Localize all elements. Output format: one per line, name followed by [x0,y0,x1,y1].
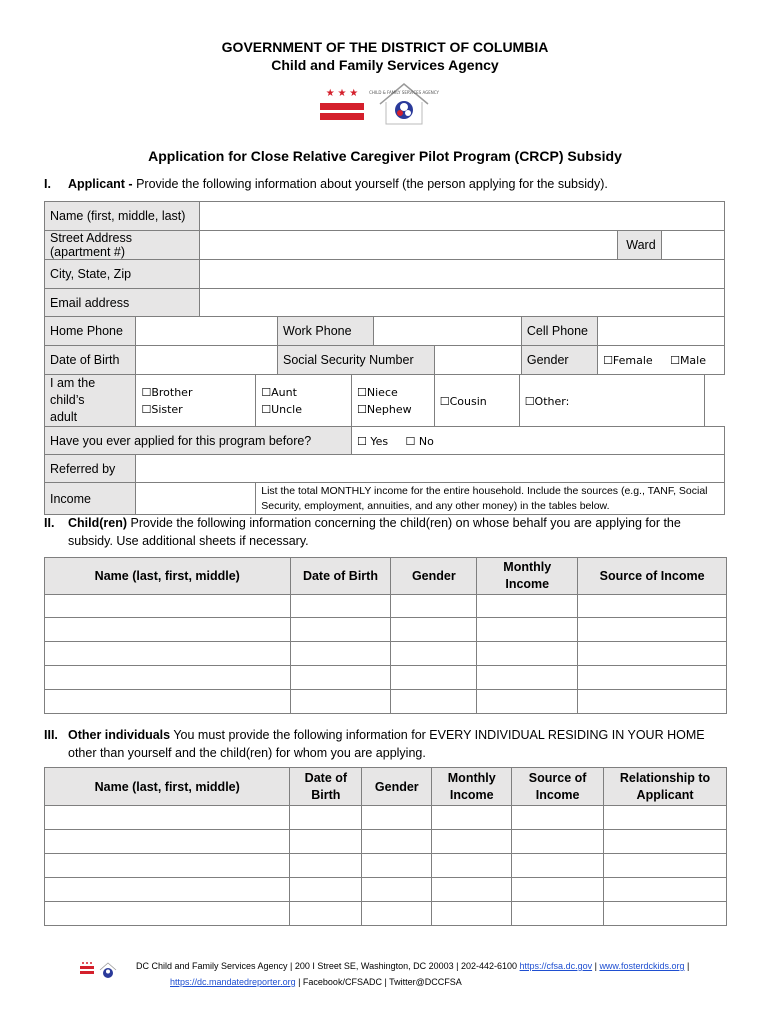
table-cell[interactable] [45,902,290,926]
niece-checkbox[interactable]: ☐Niece [357,385,398,399]
ssn-field[interactable] [434,346,521,375]
table-cell[interactable] [477,666,578,690]
table-cell[interactable] [432,830,512,854]
table-cell[interactable] [290,690,391,714]
table-cell[interactable] [604,806,727,830]
other-checkbox[interactable]: ☐Other: [524,394,570,408]
flag-stars: ★ ★ ★ [325,88,359,99]
table-cell[interactable] [290,595,391,618]
gender-label: Gender [521,346,597,375]
work-phone-label: Work Phone [278,317,374,346]
relation-col-4 [434,375,519,427]
footer-flag-icon [80,962,94,974]
relation-col-2 [256,375,352,427]
work-phone-field[interactable] [373,317,521,346]
uncle-checkbox[interactable]: ☐Uncle [261,402,302,416]
government-name: GOVERNMENT OF THE DISTRICT OF COLUMBIA [221,39,549,55]
col-header: Source of Income [512,768,604,806]
footer-line-2: https://dc.mandatedreporter.org | Facebook/CFSADC | Twitter@DCCFSA [170,977,462,987]
table-cell[interactable] [45,595,291,618]
children-table [44,557,727,714]
table-row [45,618,727,642]
table-cell[interactable] [578,666,727,690]
aunt-checkbox[interactable]: ☐Aunt [261,385,297,399]
yes-checkbox[interactable]: ☐ Yes [357,434,389,448]
table-cell[interactable] [391,642,477,666]
income-note: List the total MONTHLY income for the entire household. Include the sources (e.g., TANF, Social Security, employment, annuities, and any other money) in the tables below. [256,483,725,515]
street-label: Street Address (apartment #) [45,231,200,260]
relation-col-5 [519,375,705,427]
home-phone-field[interactable] [136,317,278,346]
table-cell[interactable] [578,642,727,666]
female-checkbox[interactable]: ☐Female [603,354,653,367]
table-cell[interactable] [578,618,727,642]
table-cell[interactable] [45,806,290,830]
section-3-heading: III. Other individuals You must provide the following information for EVERY INDIVIDUAL RESIDING IN YOUR HOME other than yourself and the child(ren) for whom you are applying. [44,728,705,760]
name-field[interactable] [199,202,724,231]
table-cell[interactable] [290,902,362,926]
ward-field[interactable] [661,231,724,260]
table-cell[interactable] [362,830,432,854]
table-cell[interactable] [362,854,432,878]
table-row [45,595,727,618]
header-logos [320,80,450,130]
relation-label: I am the child’s adult [45,375,136,427]
table-cell[interactable] [362,806,432,830]
referred-field[interactable] [136,455,725,483]
agency-header [0,38,770,74]
table-cell[interactable] [432,878,512,902]
brother-checkbox[interactable]: ☐Brother [141,385,193,399]
city-label: City, State, Zip [45,260,200,289]
dob-label: Date of Birth [45,346,136,375]
table-cell[interactable] [432,902,512,926]
table-row [45,902,727,926]
col-header: Monthly Income [432,768,512,806]
section-1-heading: I. Applicant - Provide the following information about yourself (the person applying for the subsidy). [44,177,608,191]
email-label: Email address [45,289,200,317]
relation-col-1 [136,375,256,427]
table-cell[interactable] [391,618,477,642]
table-row [45,806,727,830]
table-cell[interactable] [290,854,362,878]
table-cell[interactable] [512,806,604,830]
table-cell[interactable] [362,902,432,926]
table-cell[interactable] [290,830,362,854]
city-field[interactable] [199,260,724,289]
col-header: Source of Income [578,558,727,595]
applied-before-label: Have you ever applied for this program before? [45,427,352,455]
cfsa-link[interactable]: https://cfsa.dc.gov [519,961,593,971]
table-cell[interactable] [512,902,604,926]
col-header: Date of Birth [290,558,391,595]
cfsa-seal-logo [369,80,439,128]
table-cell[interactable] [477,618,578,642]
table-row [45,878,727,902]
table-cell[interactable] [432,806,512,830]
col-header: Monthly Income [477,558,578,595]
cell-phone-field[interactable] [598,317,725,346]
income-field[interactable] [136,483,256,515]
others-table [44,767,727,926]
table-cell[interactable] [604,830,727,854]
dc-flag-logo [320,88,364,124]
table-row [45,642,727,666]
no-checkbox[interactable]: ☐ No [405,434,434,448]
table-cell[interactable] [512,854,604,878]
agency-name: Child and Family Services Agency [271,57,499,73]
mandated-reporter-link[interactable]: https://dc.mandatedreporter.org [170,977,296,987]
table-row [45,690,727,714]
col-header: Name (last, first, middle) [45,558,291,595]
col-header: Name (last, first, middle) [45,768,290,806]
home-phone-label: Home Phone [45,317,136,346]
table-cell[interactable] [290,618,391,642]
table-cell[interactable] [45,878,290,902]
table-cell[interactable] [45,642,291,666]
street-field[interactable] [199,231,617,260]
table-cell[interactable] [604,854,727,878]
table-cell[interactable] [45,854,290,878]
table-cell[interactable] [477,690,578,714]
table-cell[interactable] [604,878,727,902]
col-header: Gender [362,768,432,806]
table-cell[interactable] [604,902,727,926]
table-row [45,666,727,690]
applicant-table [44,201,725,515]
table-cell[interactable] [45,666,291,690]
ward-label: Ward [617,231,661,260]
table-cell[interactable] [391,666,477,690]
table-cell[interactable] [512,830,604,854]
name-label: Name (first, middle, last) [45,202,200,231]
sister-checkbox[interactable]: ☐Sister [141,402,183,416]
table-cell[interactable] [432,854,512,878]
ssn-label: Social Security Number [278,346,435,375]
children-table-header [45,558,727,595]
relation-col-3 [352,375,435,427]
applied-before-options [352,427,725,455]
table-cell[interactable] [362,878,432,902]
form-title: Application for Close Relative Caregiver Pilot Program (CRCP) Subsidy [148,148,622,164]
table-cell[interactable] [290,806,362,830]
table-cell[interactable] [477,642,578,666]
table-cell[interactable] [290,666,391,690]
table-cell[interactable] [391,595,477,618]
seal-text: CHILD & FAMILY SERVICES AGENCY [369,90,439,95]
table-cell[interactable] [512,878,604,902]
gender-options [598,346,725,375]
male-checkbox[interactable]: ☐Male [670,354,706,367]
table-cell[interactable] [45,830,290,854]
table-cell[interactable] [290,878,362,902]
dob-field[interactable] [136,346,278,375]
table-cell[interactable] [477,595,578,618]
income-label: Income [45,483,136,515]
table-cell[interactable] [290,642,391,666]
footer-line-1: DC Child and Family Services Agency | 200 I Street SE, Washington, DC 20003 | 202-442-6100 https://cfsa.dc.gov | www.fosterdckids.org | [136,961,690,971]
cell-phone-label: Cell Phone [521,317,597,346]
table-cell[interactable] [578,595,727,618]
table-cell[interactable] [45,618,291,642]
fosterdckids-link[interactable]: www.fosterdckids.org [599,961,685,971]
email-field[interactable] [199,289,724,317]
col-header: Gender [391,558,477,595]
nephew-checkbox[interactable]: ☐Nephew [357,402,412,416]
cousin-checkbox[interactable]: ☐Cousin [439,394,487,408]
referred-label: Referred by [45,455,136,483]
table-cell[interactable] [578,690,727,714]
table-row [45,854,727,878]
table-cell[interactable] [391,690,477,714]
table-row [45,830,727,854]
footer-logos [80,960,120,980]
others-table-header [45,768,727,806]
section-2-heading: II. Child(ren) Provide the following information concerning the child(ren) on whose behalf you are applying for the subsidy. Use additional sheets if necessary. [44,516,681,548]
col-header: Relationship to Applicant [604,768,727,806]
footer-seal-icon [100,963,116,978]
table-cell[interactable] [45,690,291,714]
col-header: Date of Birth [290,768,362,806]
